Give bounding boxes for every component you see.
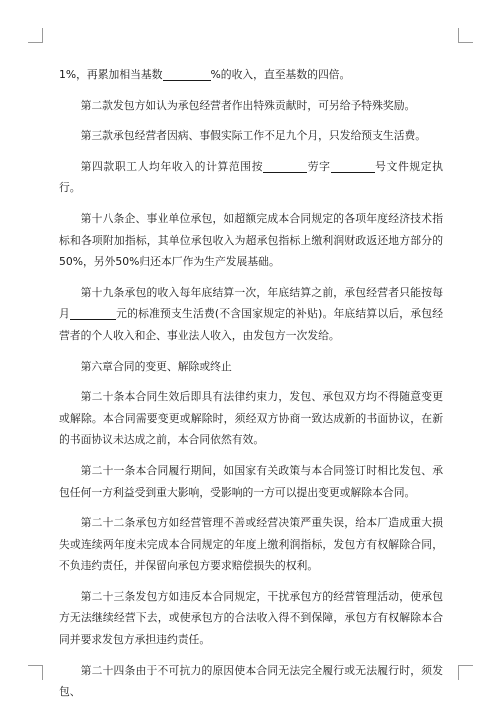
fill-in-blank[interactable] — [76, 306, 116, 320]
paragraph-article-22: 第二十二条承包方如经营管理不善或经营决策严重失误，给本厂造成重大损失或连续两年度未完成本合同规定的年度上缴利润指标，发包方有权解除合同，不负违约责任，并保留向承包方要求赔偿损失的权利。 — [59, 516, 443, 573]
paragraph-article-23: 第二十三条发包方如违反本合同规定，干扰承包方的经营管理活动，使承包方无法继续经营下去，或使承包方的合法收入得不到保障，承包方有权解除本合同并要求发包方承担违约责任。 — [59, 589, 443, 647]
fill-in-blank[interactable] — [163, 67, 211, 81]
paragraph-article-21: 第二十一条本合同履行期间，如国家有关政策与本合同签订时相比发包、承包任何一方利益受到重大影响，受影响的一方可以提出变更或解除本合同。 — [59, 463, 443, 499]
crop-mark-top-right — [458, 28, 473, 43]
text-run: %的收入，直至基数的四倍。 — [210, 68, 351, 81]
text-run: 第四款职工人均年收入的计算范围按 — [80, 159, 264, 173]
text-run: 第十九条承包的收入每年底结算一次，年底结算之前，承包经营者只能按每月 — [59, 285, 443, 321]
paragraph-article-18: 第十八条企、事业单位承包，如超额完成本合同规定的各项年度经济技术指标和各项附加指标，其单位承包收入为超承包指标上缴利润财政返还地方部分的50%，另外50%归还本厂作为生产发展基础。 — [59, 211, 443, 269]
crop-mark-bottom-left — [28, 665, 43, 680]
fill-in-blank[interactable] — [331, 159, 375, 173]
paragraph-clause-3: 第三款承包经营者因病、事假实际工作不足九个月，只发给预支生活费。 — [80, 129, 427, 143]
paragraph-article-24: 第二十四条由于不可抗力的原因使本合同无法完全履行或无法履行时，须发包、 — [59, 663, 443, 699]
paragraph-clause-2: 第二款发包方如认为承包经营者作出特殊贡献时，可另给予特殊奖励。 — [80, 98, 416, 112]
fill-in-blank[interactable] — [263, 159, 307, 173]
text-run: 1%，再累加相当基数 — [59, 68, 163, 81]
text-run: 劳字 — [307, 159, 331, 173]
crop-mark-top-left — [28, 28, 43, 43]
crop-mark-bottom-right — [458, 665, 473, 680]
text-run: 元的标准预支生活费(不含国家规定的补贴)。年底结算以后，承包经营者的个人收入和企、事业法人收入，由发包方一次发给。 — [59, 307, 444, 342]
paragraph-bonus-rate — [59, 64, 443, 86]
paragraph-article-19 — [59, 282, 443, 347]
document-body — [59, 64, 443, 703]
paragraph-clause-4 — [59, 156, 443, 199]
text-run: 号文件规定执行。 — [59, 159, 444, 195]
paragraph-article-20: 第二十条本合同生效后即具有法律约束力，发包、承包双方均不得随意变更或解除。本合同需要变更或解除时，须经双方协商一致达成新的书面协议，在新的书面协议未达成之前，本合同依然有效。 — [59, 390, 443, 447]
chapter-heading: 第六章合同的变更、解除或终止 — [80, 359, 232, 373]
